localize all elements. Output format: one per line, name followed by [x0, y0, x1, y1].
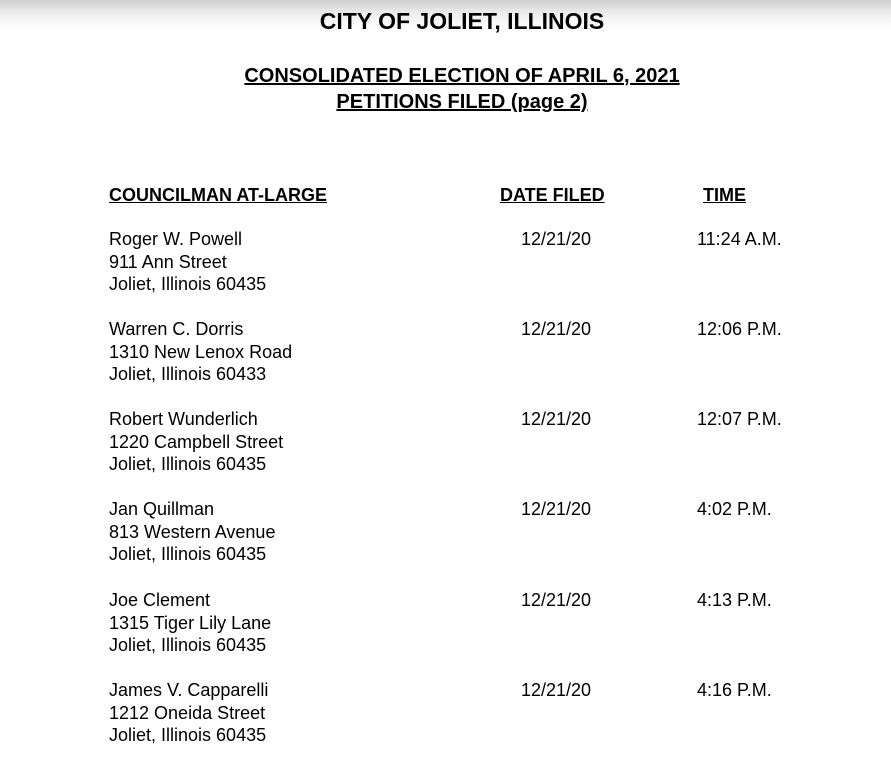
- candidate-entry: [0, 228, 891, 300]
- candidate-city-state: Joliet, Illinois 60433: [109, 364, 267, 385]
- time-filed: 4:13 P.M.: [697, 590, 772, 610]
- candidate-city-state: Joliet, Illinois 60435: [109, 454, 267, 475]
- time-filed: 4:02 P.M.: [697, 499, 772, 519]
- candidate-city-state: Joliet, Illinois 60435: [109, 725, 267, 746]
- candidate-street: 1212 Oneida Street: [109, 702, 266, 723]
- candidate-street: 911 Ann Street: [109, 251, 227, 272]
- candidate-entry: [0, 589, 891, 661]
- candidate-entry: [0, 679, 891, 751]
- time-filed: 4:16 P.M.: [697, 680, 772, 700]
- candidate-entry: [0, 498, 891, 570]
- column-header-office: COUNCILMAN AT-LARGE: [109, 185, 327, 205]
- candidate-name: James V. Capparelli: [109, 680, 269, 700]
- date-filed: 12/21/20: [521, 409, 592, 429]
- candidate-name: Roger W. Powell: [109, 229, 243, 249]
- date-filed: 12/21/20: [521, 229, 592, 249]
- time-filed: 12:06 P.M.: [697, 319, 782, 339]
- document-title: CITY OF JOLIET, ILLINOIS: [319, 8, 605, 34]
- candidate-city-state: Joliet, Illinois 60435: [109, 544, 267, 565]
- candidate-name: Jan Quillman: [109, 499, 215, 519]
- candidate-street: 1315 Tiger Lily Lane: [109, 612, 272, 633]
- time-filed: 11:24 A.M.: [697, 229, 782, 249]
- candidate-city-state: Joliet, Illinois 60435: [109, 635, 267, 656]
- candidate-name: Warren C. Dorris: [109, 319, 244, 339]
- candidate-street: 1310 New Lenox Road: [109, 341, 293, 362]
- petitions-subtitle: PETITIONS FILED (page 2): [336, 91, 588, 113]
- election-title: CONSOLIDATED ELECTION OF APRIL 6, 2021: [244, 65, 680, 87]
- candidate-street: 813 Western Avenue: [109, 521, 276, 542]
- column-header-date-filed: DATE FILED: [500, 185, 605, 205]
- candidate-city-state: Joliet, Illinois 60435: [109, 274, 267, 295]
- date-filed: 12/21/20: [521, 319, 592, 339]
- date-filed: 12/21/20: [521, 680, 592, 700]
- date-filed: 12/21/20: [521, 499, 592, 519]
- candidate-name: Joe Clement: [109, 590, 211, 610]
- column-header-time: TIME: [703, 185, 746, 205]
- candidate-entry: [0, 408, 891, 480]
- date-filed: 12/21/20: [521, 590, 592, 610]
- candidate-entry: [0, 318, 891, 390]
- candidate-name: Robert Wunderlich: [109, 409, 258, 429]
- time-filed: 12:07 P.M.: [697, 409, 782, 429]
- candidate-street: 1220 Campbell Street: [109, 431, 284, 452]
